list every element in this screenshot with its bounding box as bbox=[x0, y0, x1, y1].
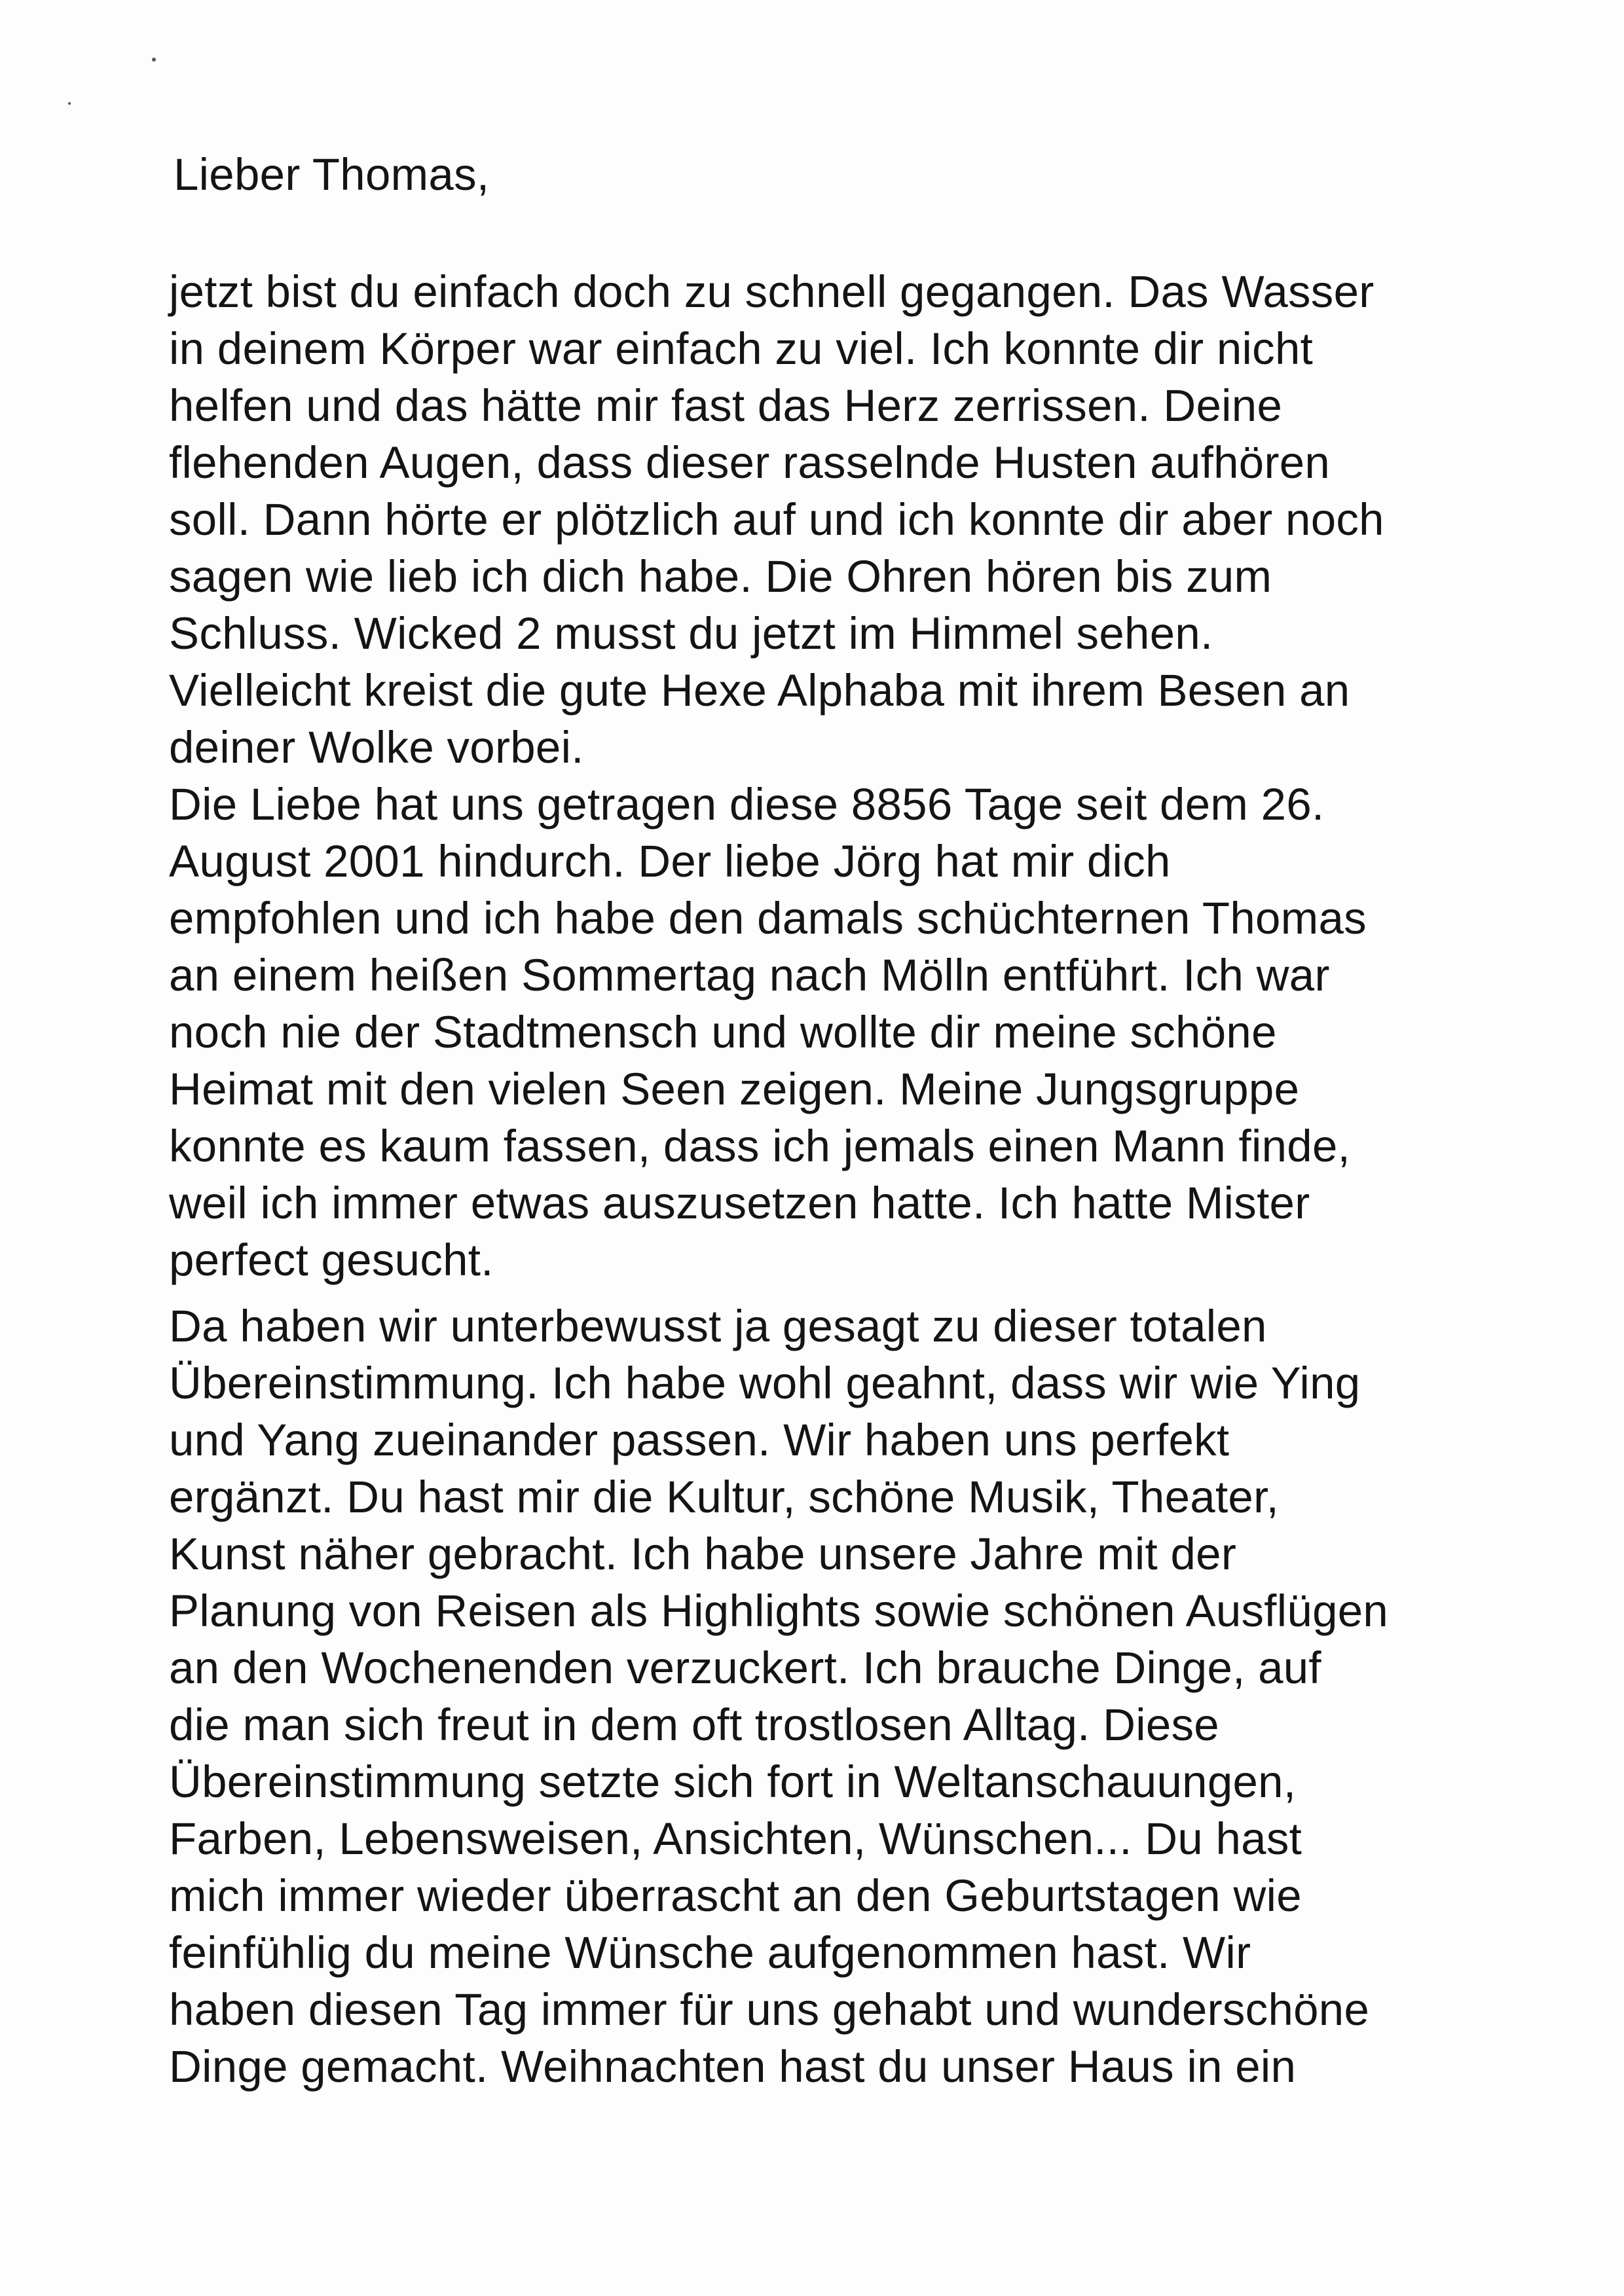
text-line: Die Liebe hat uns getragen diese 8856 Tage seit dem 26. bbox=[169, 779, 1325, 829]
text-line: flehenden Augen, dass dieser rasselnde Husten aufhören bbox=[169, 437, 1331, 488]
text-line: weil ich immer etwas auszusetzen hatte. Ich hatte Mister bbox=[169, 1178, 1310, 1228]
text-line: an einem heißen Sommertag nach Mölln entführt. Ich war bbox=[169, 950, 1330, 1000]
text-line: Planung von Reisen als Highlights sowie schönen Ausflügen bbox=[169, 1586, 1389, 1636]
text-line: empfohlen und ich habe den damals schüchternen Thomas bbox=[169, 893, 1367, 943]
text-line: sagen wie lieb ich dich habe. Die Ohren hören bis zum bbox=[169, 551, 1272, 602]
text-line: Schluss. Wicked 2 musst du jetzt im Himmel sehen. bbox=[169, 608, 1213, 659]
text-line: feinfühlig du meine Wünsche aufgenommen hast. Wir bbox=[169, 1927, 1251, 1978]
text-line: in deinem Körper war einfach zu viel. Ich konnte dir nicht bbox=[169, 323, 1314, 374]
text-line: Dinge gemacht. Weihnachten hast du unser Haus in ein bbox=[169, 2041, 1297, 2092]
scan-speck bbox=[152, 58, 156, 62]
text-line: Vielleicht kreist die gute Hexe Alphaba mit ihrem Besen an bbox=[169, 665, 1350, 716]
text-line: soll. Dann hörte er plötzlich auf und ich konnte dir aber noch bbox=[169, 494, 1384, 545]
text-line: Farben, Lebensweisen, Ansichten, Wünschen... Du hast bbox=[169, 1813, 1302, 1864]
text-line: ergänzt. Du hast mir die Kultur, schöne Musik, Theater, bbox=[169, 1472, 1280, 1522]
text-line: haben diesen Tag immer für uns gehabt und wunderschöne bbox=[169, 1984, 1370, 2035]
text-line: Übereinstimmung setzte sich fort in Weltanschauungen, bbox=[169, 1757, 1297, 1807]
text-line: mich immer wieder überrascht an den Geburtstagen wie bbox=[169, 1870, 1302, 1921]
text-line: jetzt bist du einfach doch zu schnell gegangen. Das Wasser bbox=[169, 266, 1375, 317]
text-line: an den Wochenenden verzuckert. Ich brauche Dinge, auf bbox=[169, 1643, 1321, 1693]
letter-paragraph-2 bbox=[169, 1298, 1544, 2095]
text-line: perfect gesucht. bbox=[169, 1235, 494, 1285]
text-line: Übereinstimmung. Ich habe wohl geahnt, dass wir wie Ying bbox=[169, 1358, 1361, 1408]
text-line: helfen und das hätte mir fast das Herz zerrissen. Deine bbox=[169, 380, 1283, 431]
letter-greeting: Lieber Thomas, bbox=[174, 149, 490, 200]
text-line: deiner Wolke vorbei. bbox=[169, 722, 584, 773]
text-line: Kunst näher gebracht. Ich habe unsere Jahre mit der bbox=[169, 1529, 1237, 1579]
text-line: konnte es kaum fassen, dass ich jemals einen Mann finde, bbox=[169, 1121, 1351, 1171]
text-line: die man sich freut in dem oft trostlosen Alltag. Diese bbox=[169, 1700, 1219, 1750]
text-line: August 2001 hindurch. Der liebe Jörg hat mir dich bbox=[169, 836, 1171, 886]
scan-speck bbox=[68, 102, 71, 105]
letter-paragraph-1 bbox=[169, 263, 1544, 1288]
text-line: und Yang zueinander passen. Wir haben uns perfekt bbox=[169, 1415, 1230, 1465]
text-line: noch nie der Stadtmensch und wollte dir meine schöne bbox=[169, 1007, 1277, 1057]
text-line: Heimat mit den vielen Seen zeigen. Meine Jungsgruppe bbox=[169, 1064, 1300, 1114]
text-line: Da haben wir unterbewusst ja gesagt zu dieser totalen bbox=[169, 1301, 1267, 1351]
